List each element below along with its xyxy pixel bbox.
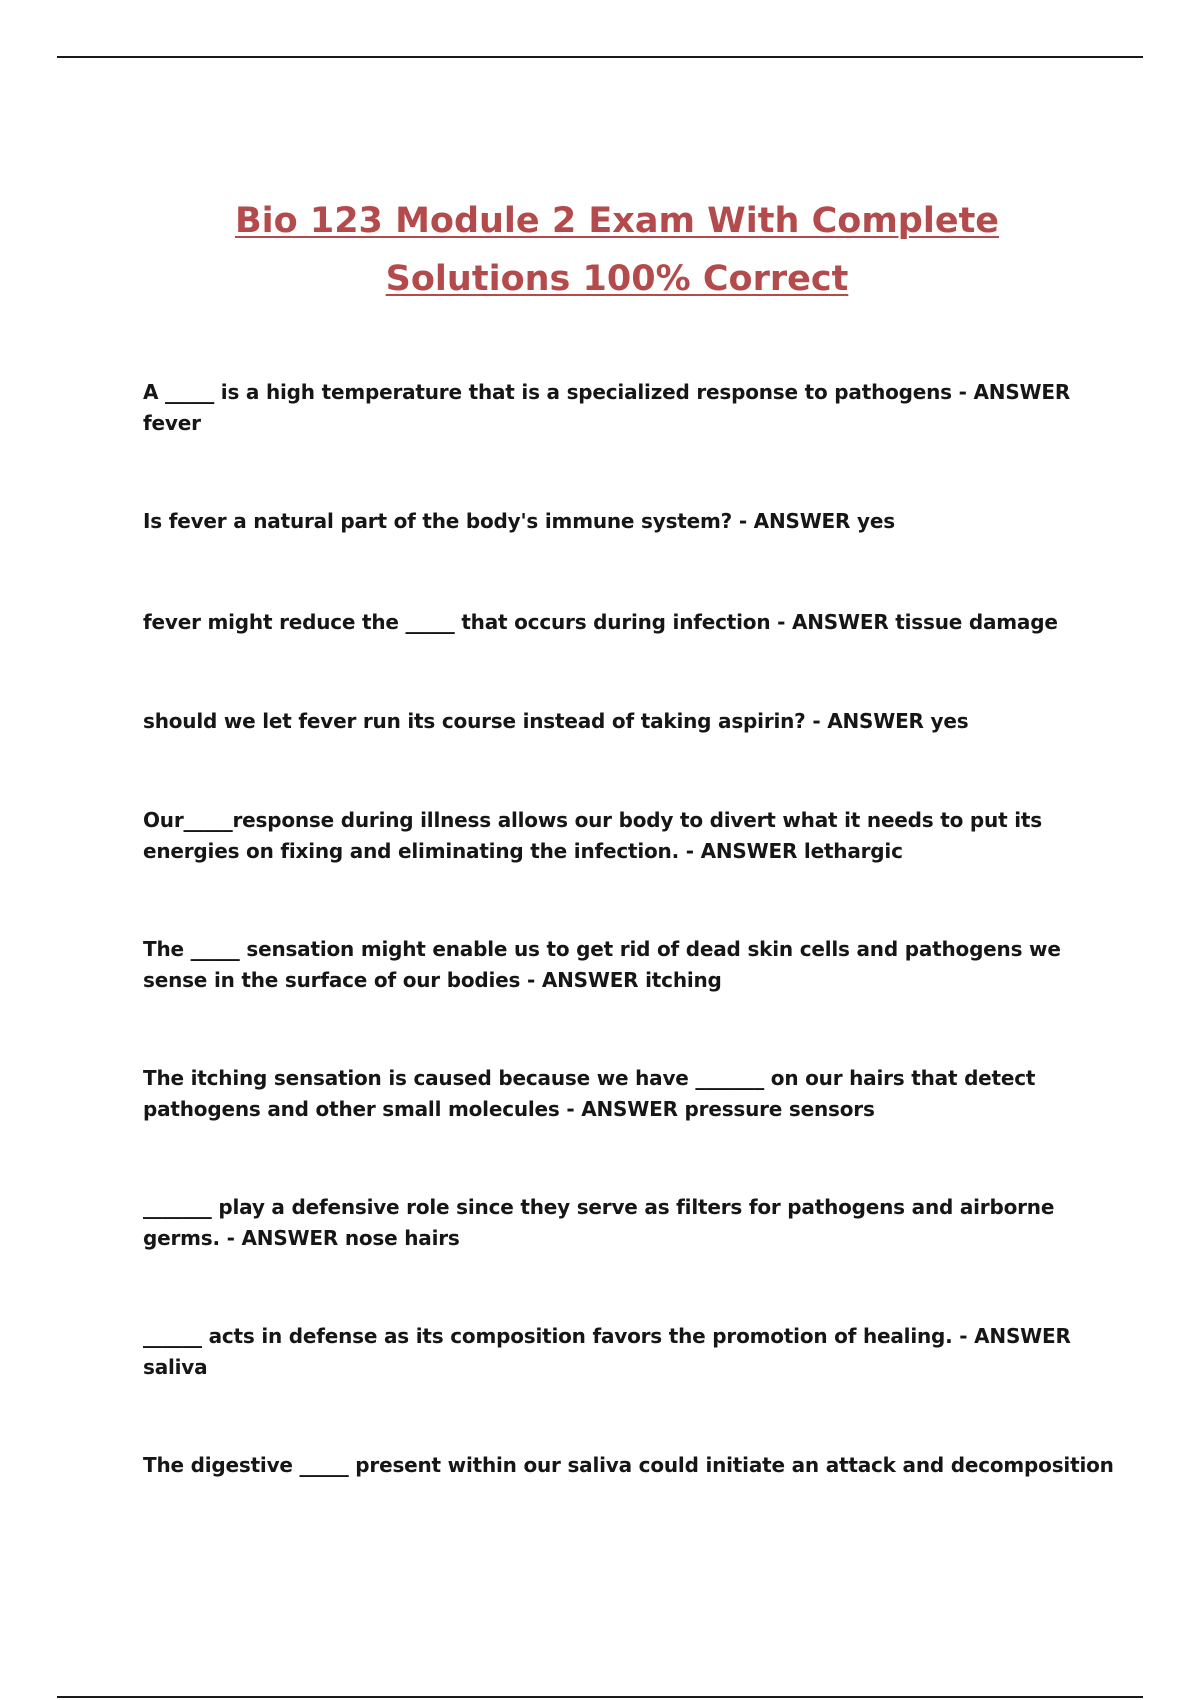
- question-answer-item: The itching sensation is caused because we have _______ on our hairs that detect pathogens and other small molecules - ANSWER pressure sensors: [143, 1066, 1043, 1121]
- question-answer-item: _______ play a defensive role since they serve as filters for pathogens and airborne germs. - ANSWER nose hairs: [143, 1195, 1061, 1250]
- document-title: [0, 192, 1200, 308]
- question-answer-item: fever might reduce the _____ that occurs during infection - ANSWER tissue damage: [143, 610, 1058, 634]
- question-answer-item: A _____ is a high temperature that is a specialized response to pathogens - ANSWER fever: [143, 380, 1077, 435]
- question-answer-item: The digestive _____ present within our saliva could initiate an attack and decomposition: [143, 1453, 1114, 1477]
- question-answer-item: Is fever a natural part of the body's immune system? - ANSWER yes: [143, 509, 895, 533]
- title-line-1: Bio 123 Module 2 Exam With Complete: [234, 201, 1000, 241]
- bottom-rule: [57, 1696, 1143, 1698]
- question-answer-item: The _____ sensation might enable us to get rid of dead skin cells and pathogens we sense in the surface of our bodies - ANSWER itching: [143, 937, 1068, 992]
- question-answer-item: Our_____response during illness allows our body to divert what it needs to put its energies on fixing and eliminating the infection. - ANSWER lethargic: [143, 808, 1049, 863]
- question-answer-item: should we let fever run its course instead of taking aspirin? - ANSWER yes: [143, 709, 969, 733]
- title-line-2: Solutions 100% Correct: [385, 259, 849, 299]
- top-rule: [57, 56, 1143, 58]
- question-answer-item: ______ acts in defense as its composition favors the promotion of healing. - ANSWER saliva: [143, 1324, 1078, 1379]
